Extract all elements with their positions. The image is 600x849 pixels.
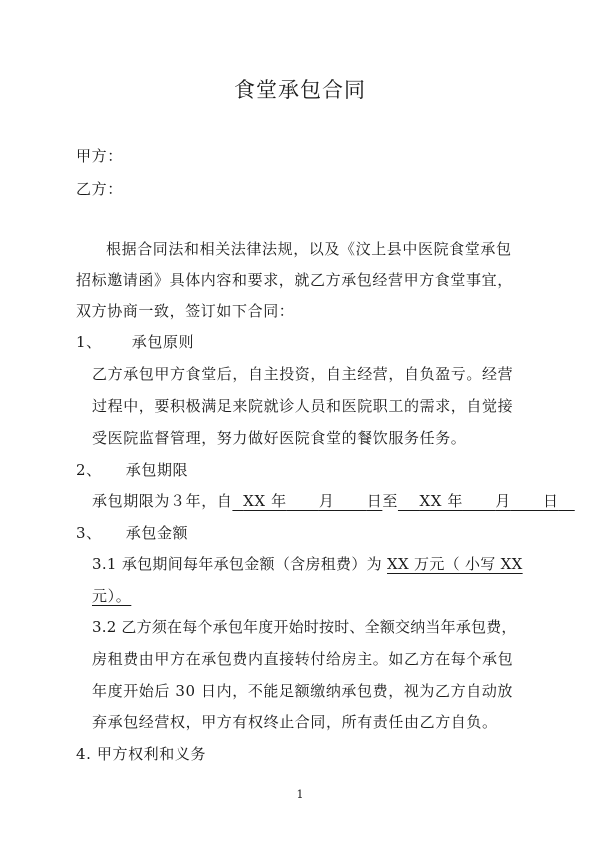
- section-2-term-line: [92, 490, 575, 511]
- section-3-item-2-line-2: 房租费由甲方在承包费内直接转付给房主。如乙方在每个承包: [92, 650, 514, 668]
- section-1-title: 承包原则: [131, 333, 195, 351]
- intro-line-2: 招标邀请函》具体内容和要求，就乙方承包经营甲方食堂事宜，: [76, 271, 513, 289]
- section-4-heading: 4. 甲方权利和义务: [76, 745, 207, 763]
- section-1-body-3: 受医院监督管理，努力做好医院食堂的餐饮服务任务。: [92, 429, 467, 447]
- section-3-item-2-line-1: 3.2 乙方须在每个承包年度开始时按时、全额交纳当年承包费，: [92, 618, 517, 636]
- section-1-body-2: 过程中，要积极满足来院就诊人员和医院职工的需求，自觉接: [92, 397, 514, 415]
- term-end-date: [398, 492, 575, 510]
- intro-line-1: 根据合同法和相关法律法规，以及《汶上县中医院食堂承包: [106, 240, 512, 258]
- item-1-cont: 元）。: [92, 587, 132, 605]
- party-b-label: 乙方：: [76, 180, 123, 198]
- section-3-heading: [76, 522, 188, 543]
- section-3-title: 承包金额: [125, 524, 189, 542]
- term-start-date: [232, 492, 382, 510]
- end-day: 日: [543, 492, 559, 510]
- term-to: 至: [382, 492, 398, 510]
- term-prefix: 承包期限为３年，自: [92, 492, 233, 510]
- start-day: 日: [366, 492, 383, 510]
- start-year: XX 年: [243, 492, 287, 510]
- section-3-number: 3、: [76, 524, 102, 542]
- section-3-item-2-line-3: 年度开始后 30 日内，不能足额缴纳承包费，视为乙方自动放: [92, 682, 514, 700]
- section-3-item-2-line-4: 弃承包经营权，甲方有权终止合同，所有责任由乙方自负。: [92, 713, 498, 731]
- section-2-number: 2、: [76, 461, 102, 479]
- page-number: 1: [296, 788, 304, 801]
- end-month: 月: [495, 492, 511, 510]
- section-3-item-1-cont: [92, 585, 131, 606]
- section-1-heading: [76, 331, 194, 352]
- intro-line-3: 双方协商一致，签订如下合同：: [76, 302, 295, 320]
- section-2-heading: [76, 459, 188, 480]
- section-3-item-1: [92, 553, 523, 574]
- section-1-number: 1、: [76, 333, 102, 351]
- party-a-label: 甲方：: [76, 147, 123, 165]
- document-title: 食堂承包合同: [234, 78, 366, 102]
- section-2-title: 承包期限: [125, 461, 189, 479]
- item-1-amount: XX 万元（ 小写 XX: [387, 555, 523, 573]
- end-year: XX 年: [419, 492, 463, 510]
- start-month: 月: [318, 492, 335, 510]
- item-1-prefix: 3.1 承包期间每年承包金额（含房租费）为: [92, 555, 382, 573]
- section-1-body-1: 乙方承包甲方食堂后，自主投资，自主经营，自负盈亏。经营: [92, 365, 514, 383]
